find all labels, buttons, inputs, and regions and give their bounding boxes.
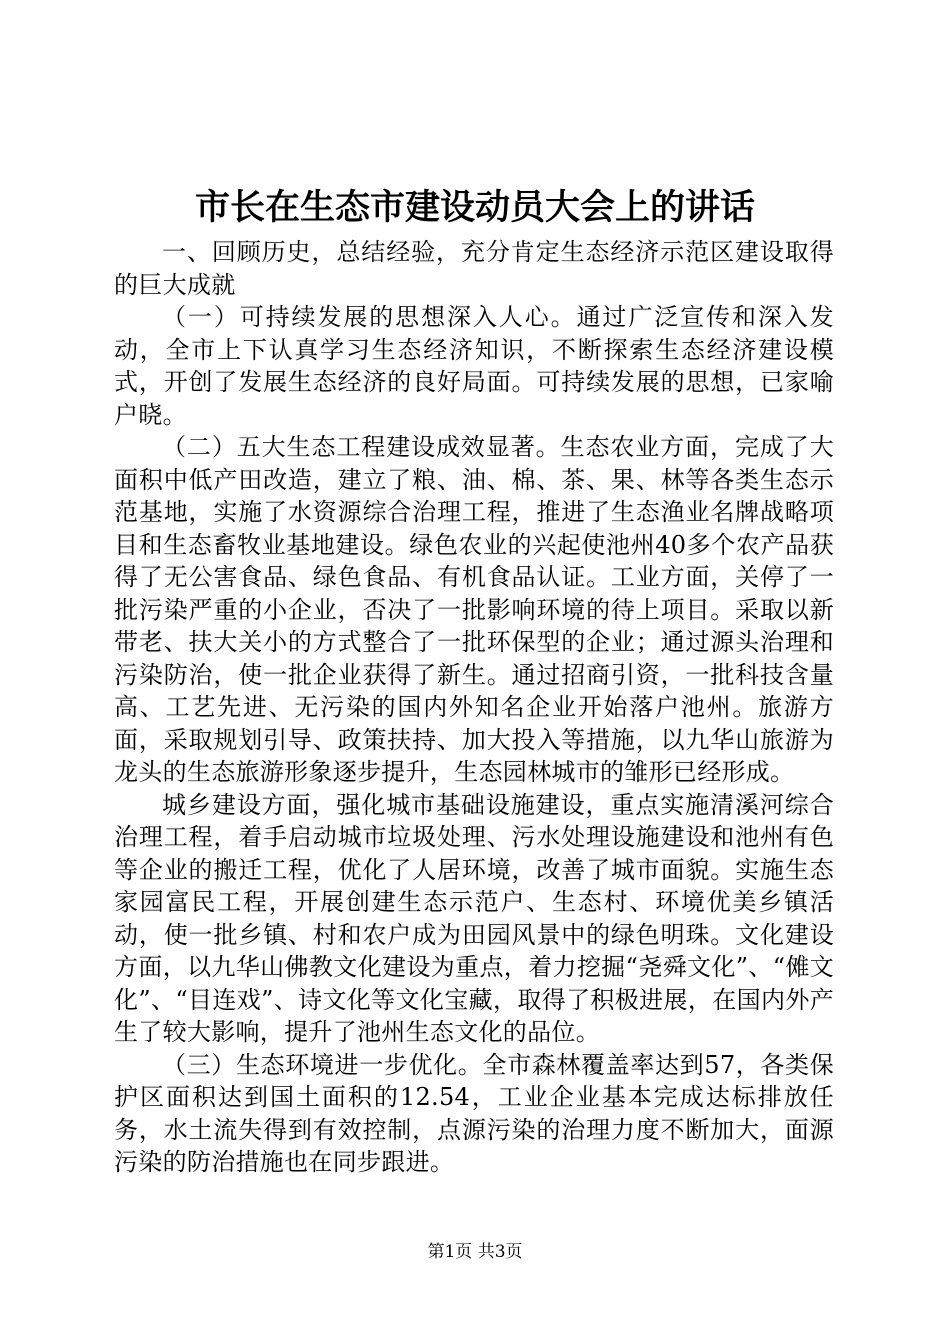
page-footer: 第1页 共3页 [427, 1242, 523, 1262]
paragraph-section-heading: 一、回顾历史，总结经验，充分肯定生态经济示范区建设取得的巨大成就 [114, 238, 834, 299]
paragraph-five-eco-projects: （二）五大生态工程建设成效显著。生态农业方面，完成了大面积中低产田改造，建立了粮、油、棉、茶、果、林等各类生态示范基地，实施了水资源综合治理工程，推进了生态渔业名牌战略项目和生态畜牧业基地建设。绿色农业的兴起使池州40多个农产品获得了无公害食品、绿色食品、有机食品认证。工业方面，关停了一批污染严重的小企业，否决了一批影响环境的待上项目。采取以新带老、扶大关小的方式整合了一批环保型的企业；通过源头治理和污染防治，使一批企业获得了新生。通过招商引资，一批科技含量高、工艺先进、无污染的国内外知名企业开始落户池州。旅游方面，采取规划引导、政策扶持、加大投入等措施，以九华山旅游为龙头的生态旅游形象逐步提升，生态园林城市的雏形已经形成。 [114, 433, 834, 786]
paragraph-sustainable-development: （一）可持续发展的思想深入人心。通过广泛宣传和深入发动，全市上下认真学习生态经济知识，不断探索生态经济建设模式，开创了发展生态经济的良好局面。可持续发展的思想，已家喻户晓。 [114, 303, 834, 429]
document-body [114, 236, 834, 1179]
paragraph-eco-environment: （三）生态环境进一步优化。全市森林覆盖率达到57，各类保护区面积达到国土面积的12.54，工业企业基本完成达标排放任务，水土流失得到有效控制，点源污染的治理力度不断加大，面源污染的防治措施也在同步跟进。 [114, 1050, 834, 1176]
page-title: 市长在生态市建设动员大会上的讲话 [194, 187, 755, 228]
paragraph-urban-rural-construction: 城乡建设方面，强化城市基础设施建设，重点实施清溪河综合治理工程，着手启动城市垃圾处理、污水处理设施建设和池州有色等企业的搬迁工程，优化了人居环境，改善了城市面貌。实施生态家园富民工程，开展创建生态示范户、生态村、环境优美乡镇活动，使一批乡镇、村和农户成为田园风景中的绿色明珠。文化建设方面，以九华山佛教文化建设为重点，着力挖掘“尧舜文化”、“傩文化”、“目连戏”、诗文化等文化宝藏，取得了积极进展，在国内外产生了较大影响，提升了池州生态文化的品位。 [114, 790, 834, 1046]
